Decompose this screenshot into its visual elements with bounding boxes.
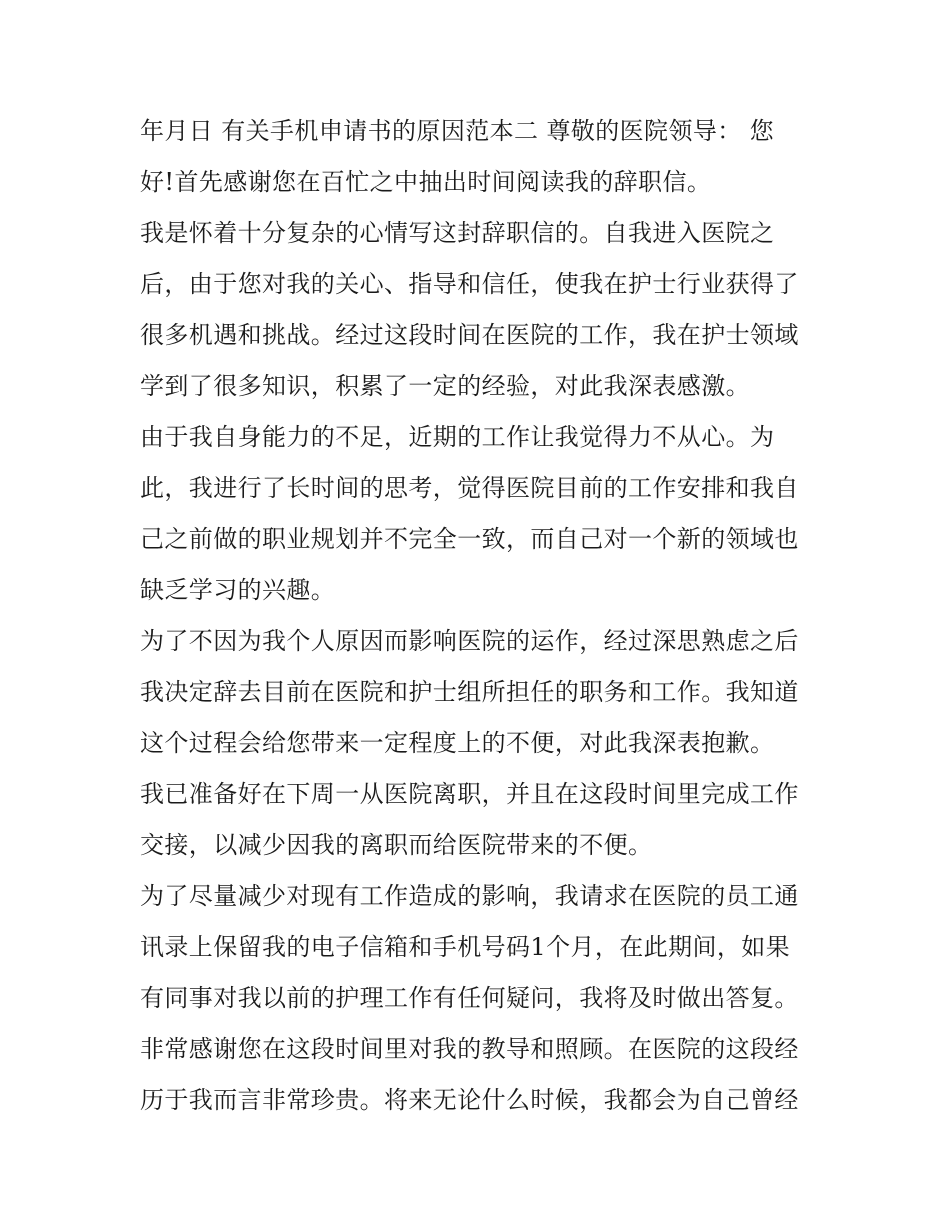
text-line-8: 此，我进行了长时间的思考，觉得医院目前的工作安排和我自 xyxy=(140,474,799,502)
text-line-2: 好!首先感谢您在百忙之中抽出时间阅读我的辞职信。 xyxy=(140,168,712,196)
text-line-5: 很多机遇和挑战。经过这段时间在医院的工作，我在护士领域 xyxy=(140,321,799,349)
text-line-12: 我决定辞去目前在医院和护士组所担任的职务和工作。我知道 xyxy=(140,678,799,706)
text-line-15: 交接，以减少因我的离职而给医院带来的不便。 xyxy=(140,831,653,859)
text-line-6: 学到了很多知识，积累了一定的经验，对此我深表感激。 xyxy=(140,372,750,400)
text-line-10: 缺乏学习的兴趣。 xyxy=(140,576,336,604)
text-line-11: 为了不因为我个人原因而影响医院的运作，经过深思熟虑之后 xyxy=(140,627,799,655)
text-line-3: 我是怀着十分复杂的心情写这封辞职信的。自我进入医院之 xyxy=(140,219,775,247)
text-line-20: 历于我而言非常珍贵。将来无论什么时候，我都会为自己曾经 xyxy=(140,1086,799,1114)
text-line-9: 己之前做的职业规划并不完全一致，而自己对一个新的领域也 xyxy=(140,525,799,553)
letter-body xyxy=(140,106,820,1126)
text-line-1: 年月日 有关手机申请书的原因范本二 尊敬的医院领导： 您 xyxy=(140,117,775,145)
text-line-19: 非常感谢您在这段时间里对我的教导和照顾。在医院的这段经 xyxy=(140,1035,799,1063)
text-line-4: 后，由于您对我的关心、指导和信任，使我在护士行业获得了 xyxy=(140,270,799,298)
text-line-16: 为了尽量减少对现有工作造成的影响，我请求在医院的员工通 xyxy=(140,882,799,910)
text-line-17: 讯录上保留我的电子信箱和手机号码1个月，在此期间，如果 xyxy=(140,933,791,961)
text-line-18: 有同事对我以前的护理工作有任何疑问，我将及时做出答复。 xyxy=(140,984,799,1012)
text-line-14: 我已准备好在下周一从医院离职，并且在这段时间里完成工作 xyxy=(140,780,799,808)
text-line-13: 这个过程会给您带来一定程度上的不便，对此我深表抱歉。 xyxy=(140,729,775,757)
text-line-7: 由于我自身能力的不足，近期的工作让我觉得力不从心。为 xyxy=(140,423,775,451)
